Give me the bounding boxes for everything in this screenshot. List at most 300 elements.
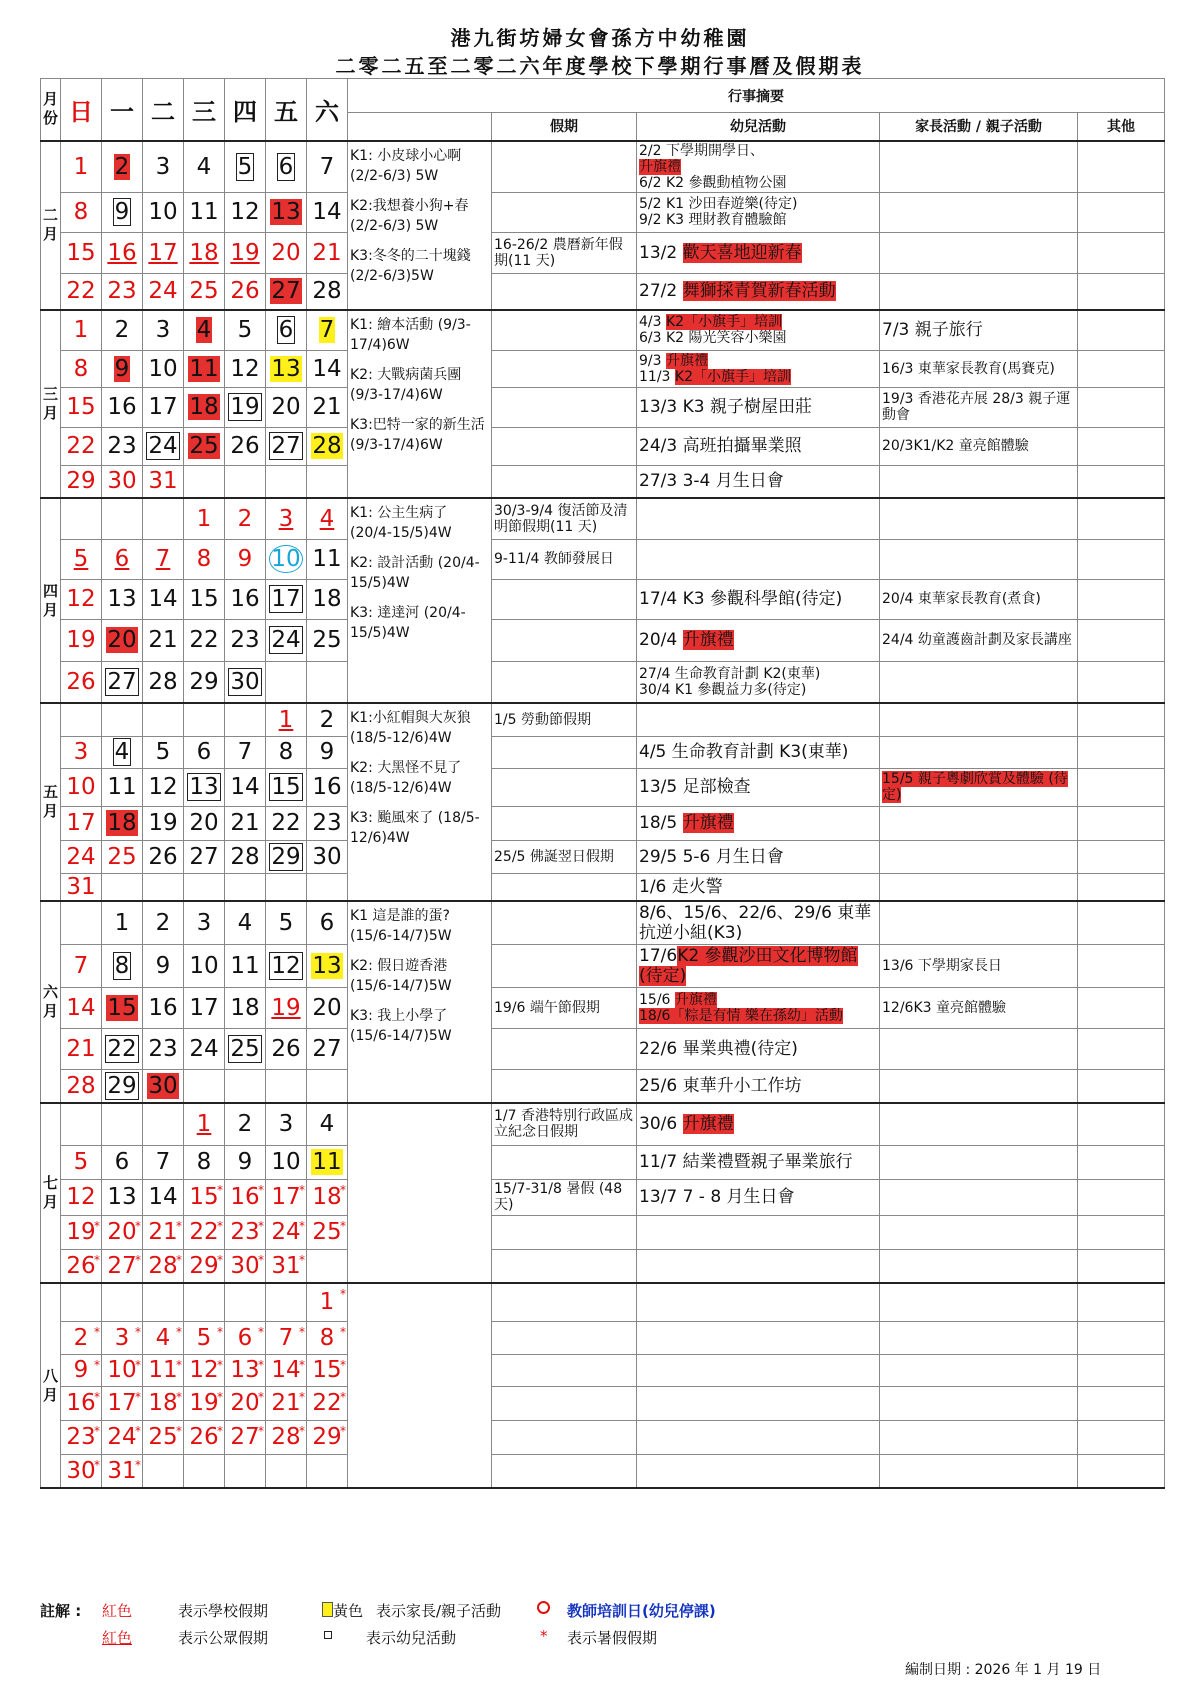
calendar-day: [143, 141, 184, 193]
kids-activity-cell: [637, 619, 880, 661]
calendar-day: [266, 1420, 307, 1454]
day-number: 26: [66, 668, 96, 695]
day-number: 14: [312, 199, 342, 225]
day-number: 18: [189, 239, 219, 266]
calendar-day: [225, 310, 266, 350]
legend-box: [324, 1627, 332, 1645]
day-number: 28: [148, 1252, 178, 1279]
calendar-day: [61, 736, 102, 768]
others-cell: [1078, 141, 1165, 193]
others-cell: [1078, 1454, 1165, 1488]
calendar-day: [307, 465, 348, 498]
calendar-day: [143, 901, 184, 945]
calendar-day: [102, 1354, 143, 1386]
parents-activity-cell: [880, 901, 1078, 945]
others-cell: [1078, 1215, 1165, 1249]
calendar-day: [102, 498, 143, 539]
kids-activity-cell: [637, 1454, 880, 1488]
calendar-day: [143, 944, 184, 987]
kids-activity-cell: [637, 1028, 880, 1069]
calendar-day: [266, 1386, 307, 1420]
calendar-day: [143, 1069, 184, 1103]
others-cell: [1078, 840, 1165, 873]
calendar-day: [143, 579, 184, 619]
calendar-day: [61, 1420, 102, 1454]
holiday-cell: [492, 427, 637, 465]
holiday-cell: 16-26/2 農曆新年假期(11 天): [492, 232, 637, 273]
kids-activity-cell: [637, 498, 880, 539]
calendar-day: [184, 539, 225, 579]
kids-activity-text: 24/3 高班拍攝畢業照: [639, 436, 802, 456]
kids-activity-cell: [637, 901, 880, 945]
kids-activity-text: 升旗禮: [682, 813, 734, 833]
day-number: 21: [66, 1035, 96, 1062]
parents-activity-cell: [880, 873, 1078, 901]
theme-text: K3: 颱風來了 (18/5-12/6)4W: [350, 810, 480, 846]
kids-activity-text: 29/5 5-6 月生日會: [639, 846, 784, 867]
legend-yellow: 黃色: [322, 1600, 363, 1621]
others-cell: [1078, 661, 1165, 703]
calendar-day: [61, 141, 102, 193]
day-number: 9: [114, 355, 130, 382]
calendar-day: [225, 840, 266, 873]
calendar-day: [61, 310, 102, 350]
month-label: 八 月: [41, 1283, 61, 1488]
day-number: 8: [319, 1324, 335, 1351]
calendar-day: [143, 1028, 184, 1069]
kids-activity-cell: [637, 427, 880, 465]
parents-activity-cell: 13/6 下學期家長日: [880, 944, 1078, 987]
day-number: 3: [278, 1111, 294, 1138]
holiday-cell: [492, 736, 637, 768]
weekday-sat: 六: [307, 79, 348, 141]
calendar-day: [266, 873, 307, 901]
calendar-day: [225, 736, 266, 768]
calendar-day: [184, 350, 225, 387]
day-number: 8: [114, 952, 130, 979]
parents-activity-cell: 19/3 香港花卉展 28/3 親子運動會: [880, 387, 1078, 427]
kids-activity-cell: [637, 661, 880, 703]
calendar-day: [266, 539, 307, 579]
holiday-cell: 25/5 佛誕翌日假期: [492, 840, 637, 873]
kids-activity-cell: [637, 232, 880, 273]
calendar-day: [102, 1454, 143, 1488]
calendar-day: [184, 944, 225, 987]
day-number: 23: [230, 627, 260, 653]
holiday-cell: 30/3-9/4 復活節及清明節假期(11 天): [492, 498, 637, 539]
day-number: 12: [271, 952, 301, 979]
calendar-day: [225, 498, 266, 539]
others-cell: [1078, 768, 1165, 806]
holiday-cell: 15/7-31/8 暑假 (48 天): [492, 1179, 637, 1215]
kids-activity-cell: [637, 1103, 880, 1145]
calendar-day: [266, 1283, 307, 1321]
calendar-day: [225, 387, 266, 427]
calendar-day: [266, 1354, 307, 1386]
calendar-day: [225, 427, 266, 465]
day-number: 2: [319, 706, 335, 733]
day-number: 6: [278, 317, 294, 344]
day-number: 7: [73, 952, 89, 979]
holiday-cell: [492, 465, 637, 498]
box-marker-icon: [324, 1631, 332, 1639]
calendar-day: [143, 1386, 184, 1420]
day-number: 30: [230, 1252, 260, 1279]
calendar-day: [307, 1103, 348, 1145]
kids-activity-cell: [637, 1321, 880, 1354]
kids-activity-text: 2/2 下學期開學日、: [639, 142, 764, 159]
calendar-day: [266, 1321, 307, 1354]
calendar-day: [184, 232, 225, 273]
day-number: 5: [237, 317, 253, 344]
calendar-day: [184, 806, 225, 840]
calendar-day: [225, 1283, 266, 1321]
day-number: 31: [66, 873, 96, 900]
kids-activity-cell: [637, 736, 880, 768]
kids-activity-text: 升旗禮: [674, 991, 717, 1008]
kids-activity-cell: [637, 1354, 880, 1386]
theme-text: K3:巴特一家的新生活(9/3-17/4)6W: [350, 417, 485, 453]
kids-activity-text: 30/6: [639, 1114, 683, 1135]
kids-activity-cell: [637, 987, 880, 1028]
day-number: 31: [148, 468, 178, 495]
theme-cell: [348, 901, 492, 1104]
calendar-day: [266, 350, 307, 387]
calendar-day: [143, 840, 184, 873]
kids-activity-cell: [637, 1215, 880, 1249]
holiday-cell: [492, 873, 637, 901]
kids-activity-text: 升旗禮: [682, 1114, 734, 1135]
day-number: 12: [189, 1357, 219, 1383]
parents-activity-cell: [880, 498, 1078, 539]
day-number: 21: [148, 627, 178, 653]
theme-text: K2: 設計活動 (20/4-15/5)4W: [350, 555, 480, 591]
day-number: 27: [230, 1424, 260, 1450]
calendar-day: [225, 768, 266, 806]
day-number: 26: [66, 1252, 96, 1279]
month-label: 六 月: [41, 901, 61, 1104]
kids-activity-text: 17/4 K3 參觀科學館(待定): [639, 589, 843, 609]
holiday-cell: [492, 141, 637, 193]
calendar-day: [143, 350, 184, 387]
day-number: 24: [271, 627, 301, 653]
holiday-cell: [492, 619, 637, 661]
others-cell: [1078, 1249, 1165, 1283]
calendar-day: [307, 1179, 348, 1215]
parents-activity-cell: 20/3K1/K2 童亮館體驗: [880, 427, 1078, 465]
kids-activity-text: 27/4 生命教育計劃 K2(東華): [639, 665, 821, 682]
day-number: 17: [271, 586, 301, 612]
calendar-day: [102, 806, 143, 840]
day-number: 11: [230, 952, 260, 979]
parents-activity-cell: [880, 465, 1078, 498]
day-number: 23: [107, 433, 137, 459]
parents-activity-cell: [880, 1321, 1078, 1354]
day-number: 13: [271, 355, 301, 382]
calendar-day: [143, 273, 184, 310]
kids-activity-text: 升旗禮: [639, 158, 681, 175]
others-cell: [1078, 944, 1165, 987]
calendar-day: [184, 661, 225, 703]
day-number: 3: [155, 317, 171, 344]
day-number: 7: [278, 1324, 294, 1351]
holiday-cell: [492, 1420, 637, 1454]
calendar-day: [184, 465, 225, 498]
kids-activity-text: 13/2: [639, 242, 683, 263]
theme-header: [348, 113, 492, 141]
day-number: 1: [196, 1111, 212, 1138]
kids-activity-text: 13/3 K3 親子樹屋田莊: [639, 397, 812, 417]
day-number: 2: [155, 909, 171, 936]
calendar-day: [102, 1386, 143, 1420]
calendar-day: [102, 840, 143, 873]
theme-cell: [348, 141, 492, 311]
day-number: 17: [107, 1390, 137, 1416]
kids-activity-text: 舞獅採青賀新春活動: [682, 281, 836, 302]
calendar-day: [307, 1145, 348, 1179]
day-number: 30: [312, 843, 342, 870]
kids-activity-cell: [637, 539, 880, 579]
kids-activity-text: 1/6 走火警: [639, 876, 723, 897]
day-number: 25: [189, 278, 219, 305]
day-number: 5: [196, 1324, 212, 1351]
calendar-day: [307, 768, 348, 806]
holiday-cell: [492, 273, 637, 310]
calendar-day: [184, 1249, 225, 1283]
day-number: 1: [319, 1289, 335, 1316]
kids-activity-text: K2 參觀沙田文化博物館(待定): [639, 945, 858, 986]
parents-activity-cell: [880, 736, 1078, 768]
calendar-day: [61, 498, 102, 539]
calendar-day: [184, 1028, 225, 1069]
day-number: 9: [319, 739, 335, 765]
day-number: 5: [278, 909, 294, 936]
summary-header: 行事摘要: [348, 79, 1165, 113]
day-number: 21: [312, 394, 342, 420]
theme-text: K3: 達達河 (20/4-15/5)4W: [350, 605, 466, 641]
kids-activity-text: 8/6、15/6、22/6、29/6 東華抗逆小組(K3): [639, 902, 872, 943]
day-number: 14: [230, 774, 260, 800]
day-number: 6: [278, 153, 294, 180]
calendar-day: [307, 579, 348, 619]
circle-marker-icon: [537, 1601, 550, 1614]
holiday-cell: [492, 901, 637, 945]
calendar-title: 二零二五至二零二六年度學校下學期行事曆及假期表: [335, 54, 865, 78]
day-number: 15: [107, 994, 137, 1021]
others-cell: [1078, 310, 1165, 350]
day-number: 7: [237, 739, 253, 765]
calendar-day: [225, 539, 266, 579]
calendar-day: [143, 1283, 184, 1321]
day-number: 18: [312, 1184, 342, 1210]
others-cell: [1078, 273, 1165, 310]
parents-activity-cell: [880, 232, 1078, 273]
calendar-day: [225, 1454, 266, 1488]
calendar-day: [225, 232, 266, 273]
holiday-cell: [492, 1215, 637, 1249]
month-column-header: 月份: [41, 79, 61, 141]
day-number: 27: [312, 1035, 342, 1062]
calendar-day: [307, 703, 348, 736]
day-number: 15: [66, 239, 96, 266]
theme-text: K1:小紅帽與大灰狼 (18/5-12/6)4W: [350, 710, 471, 746]
day-number: 13: [312, 952, 342, 979]
day-number: 21: [271, 1390, 301, 1416]
day-number: 22: [66, 278, 96, 305]
calendar-day: [143, 806, 184, 840]
day-number: 7: [155, 1149, 171, 1175]
day-number: 19: [230, 239, 260, 266]
day-number: 28: [148, 668, 178, 695]
calendar-day: [307, 498, 348, 539]
day-number: 1: [73, 317, 89, 344]
day-number: 23: [312, 810, 342, 836]
calendar-day: [143, 1420, 184, 1454]
others-cell: [1078, 1145, 1165, 1179]
kids-activity-text: 15/6: [639, 991, 675, 1008]
calendar-day: [266, 1028, 307, 1069]
legend-asterisk: *: [540, 1627, 548, 1645]
others-cell: [1078, 736, 1165, 768]
calendar-day: [307, 1215, 348, 1249]
calendar-day: [266, 387, 307, 427]
kids-activity-text: 6/2 K2 參觀動植物公園: [639, 174, 787, 191]
calendar-day: [61, 387, 102, 427]
calendar-day: [266, 310, 307, 350]
theme-text: K1 這是誰的蛋? (15/6-14/7)5W: [350, 907, 452, 944]
day-number: 17: [66, 810, 96, 836]
theme-cell: [348, 1283, 492, 1488]
calendar-day: [266, 944, 307, 987]
day-number: 14: [148, 586, 178, 612]
day-number: 26: [230, 433, 260, 459]
others-cell: [1078, 498, 1165, 539]
calendar-day: [102, 1249, 143, 1283]
day-number: 25: [312, 1219, 342, 1245]
day-number: 18: [107, 810, 137, 836]
day-number: 20: [107, 627, 137, 653]
calendar-day: [307, 840, 348, 873]
calendar-day: [102, 539, 143, 579]
day-number: 23: [66, 1424, 96, 1450]
day-number: 20: [189, 810, 219, 836]
day-number: 13: [107, 586, 137, 612]
calendar-day: [102, 661, 143, 703]
theme-text: K2: 大黑怪不見了 (18/5-12/6)4W: [350, 760, 462, 796]
calendar-day: [184, 192, 225, 232]
day-number: 12: [230, 355, 260, 382]
weekday-wed: 三: [184, 79, 225, 141]
calendar-day: [143, 703, 184, 736]
calendar-day: [184, 310, 225, 350]
parents-activity-cell: [880, 1028, 1078, 1069]
day-number: 15: [189, 586, 219, 612]
kids-activity-text: K2「小旗手」培訓: [665, 314, 783, 331]
calendar-day: [61, 768, 102, 806]
calendar-day: [184, 736, 225, 768]
calendar-day: [266, 661, 307, 703]
calendar-day: [102, 192, 143, 232]
day-number: 3: [114, 1324, 130, 1351]
day-number: 31: [107, 1457, 137, 1484]
parents-activity-cell: [880, 1420, 1078, 1454]
calendar-day: [184, 1454, 225, 1488]
others-cell: [1078, 387, 1165, 427]
day-number: 6: [114, 1149, 130, 1175]
kids-activity-cell: [637, 1420, 880, 1454]
calendar-day: [225, 806, 266, 840]
day-number: 16: [66, 1390, 96, 1416]
calendar-day: [61, 901, 102, 945]
calendar-day: [102, 1420, 143, 1454]
day-number: 16: [230, 586, 260, 612]
kids-activity-text: K2「小旗手」培訓: [674, 368, 791, 385]
calendar-day: [61, 1283, 102, 1321]
calendar-day: [184, 768, 225, 806]
day-number: 15: [312, 1357, 342, 1383]
day-number: 16: [312, 774, 342, 800]
calendar-day: [102, 1179, 143, 1215]
day-number: 7: [155, 546, 171, 572]
day-number: 14: [271, 1357, 301, 1383]
calendar-day: [61, 1179, 102, 1215]
parents-activity-cell: 24/4 幼童護齒計劃及家長講座: [880, 619, 1078, 661]
kids-activity-cell: [637, 273, 880, 310]
parents-activity-cell: 16/3 東華家長教育(馬賽克): [880, 350, 1078, 387]
calendar-day: [143, 768, 184, 806]
weekday-thu: 四: [225, 79, 266, 141]
day-number: 4: [155, 1324, 171, 1351]
calendar-day: [307, 987, 348, 1028]
day-number: 6: [114, 546, 130, 572]
calendar-day: [266, 192, 307, 232]
day-number: 10: [271, 1149, 301, 1175]
others-cell: [1078, 350, 1165, 387]
calendar-day: [61, 232, 102, 273]
day-number: 8: [73, 355, 89, 382]
others-cell: [1078, 1354, 1165, 1386]
parents-activity-cell: [880, 1283, 1078, 1321]
calendar-day: [143, 1354, 184, 1386]
calendar-day: [307, 192, 348, 232]
calendar-day: [184, 1215, 225, 1249]
day-number: 14: [66, 994, 96, 1021]
calendar-day: [225, 703, 266, 736]
calendar-day: [143, 1321, 184, 1354]
day-number: 29: [189, 1252, 219, 1279]
calendar-day: [102, 387, 143, 427]
day-number: 10: [66, 774, 96, 800]
day-number: 16: [107, 239, 137, 266]
others-cell: [1078, 901, 1165, 945]
day-number: 24: [271, 1219, 301, 1245]
calendar-day: [61, 1145, 102, 1179]
day-number: 4: [114, 739, 130, 765]
calendar-day: [61, 619, 102, 661]
legend-red-1: 紅色: [102, 1602, 133, 1620]
holiday-cell: [492, 387, 637, 427]
calendar-day: [184, 1354, 225, 1386]
day-number: 29: [107, 1072, 137, 1099]
kids-activity-text: 6/3 K2 陽光笑容小樂園: [639, 330, 787, 347]
kids-activity-cell: [637, 465, 880, 498]
calendar-day: [225, 661, 266, 703]
theme-text: K2:我想養小狗+春 (2/2-6/3) 5W: [350, 197, 469, 234]
calendar-day: [266, 498, 307, 539]
calendar-day: [225, 1103, 266, 1145]
kids-activity-cell: [637, 387, 880, 427]
day-number: 2: [114, 317, 130, 344]
